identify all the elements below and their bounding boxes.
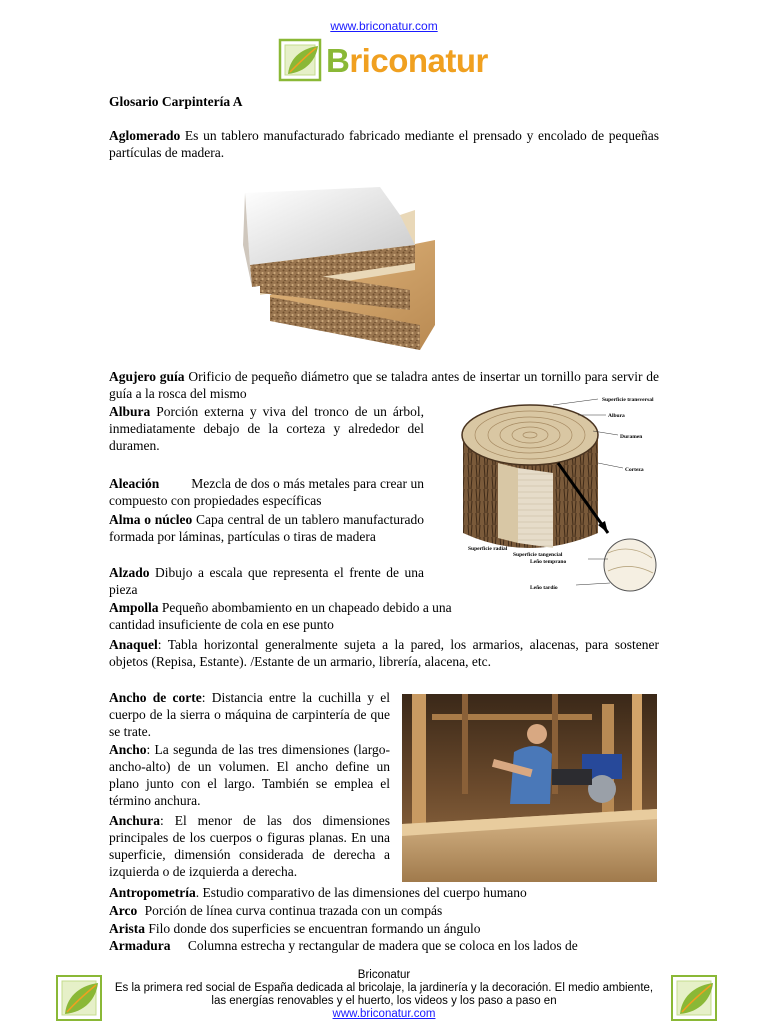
term: Arista (109, 921, 145, 936)
entry-armadura (109, 937, 659, 954)
entry-antropometria (109, 884, 659, 901)
entry-arista (109, 920, 659, 937)
definition: Porción de línea curva continua trazada con un compás (141, 903, 443, 918)
term: Anchura (109, 813, 161, 828)
definition: : Tabla horizontal generalmente sujeta a la pared, los armarios, alacenas, para sostener objetos (Repisa, Estante). /Estante de un armario, librería, alacena, etc. (109, 637, 659, 669)
entry-alma-nucleo (109, 511, 424, 545)
label-superficie-radial: Superficie radial (468, 546, 508, 552)
definition: : El menor de las dos dimensiones principales de los cuerpos o figuras planas. En una superficie, dimensión considerada de derecha a izquierda o de izquierda a derecha. (109, 813, 390, 879)
term: Antropometría (109, 885, 196, 900)
label-leno-temprano: Leño temprano (530, 559, 567, 565)
definition: Capa central de un tablero manufacturado formada por láminas, partículas o tiras de madera (109, 512, 424, 544)
entry-anchura (109, 812, 390, 880)
term: Armadura (109, 938, 171, 953)
term: Ancho (109, 742, 147, 757)
particle-board-image (240, 185, 436, 350)
header-url-link[interactable]: www.briconatur.com (330, 19, 438, 33)
entry-aglomerado (109, 127, 659, 161)
label-superficie-tangencial: Superficie tangencial (513, 552, 563, 558)
definition: Orificio de pequeño diámetro que se taladra antes de insertar un tornillo para servir de guía a la rosca del mismo (109, 369, 659, 401)
definition: Es un tablero manufacturado fabricado mediante el prensado y encolado de pequeñas partículas de madera. (109, 128, 659, 160)
footer-url-link[interactable]: www.briconatur.com (332, 1008, 436, 1020)
definition: Filo donde dos superficies se encuentran formando un ángulo (145, 921, 481, 936)
definition: Mezcla de dos o más metales para crear un compuesto con propiedades específicas (109, 476, 424, 508)
term: Anaquel (109, 637, 158, 652)
term: Agujero guía (109, 369, 185, 384)
header-url (0, 19, 768, 33)
label-duramen: Duramen (620, 434, 643, 440)
term: Alma o núcleo (109, 512, 193, 527)
briconatur-logo[interactable] (278, 38, 492, 84)
entry-ancho (109, 741, 390, 809)
definition: Pequeño abombamiento en un chapeado debido a una cantidad insuficiente de cola en ese punto (109, 600, 452, 632)
entry-ancho-de-corte (109, 689, 390, 740)
term: Ancho de corte (109, 690, 202, 705)
footer-name: Briconatur (357, 969, 411, 981)
definition: : La segunda de las tres dimensiones (largo-ancho-alto) de un volumen. El ancho define un plano junto con el largo. También se emplea el término anchura. (109, 742, 390, 808)
definition: Columna estrecha y rectangular de madera que se coloca en los lados de (184, 938, 578, 953)
term: Ampolla (109, 600, 159, 615)
term: Albura (109, 404, 151, 419)
label-albura: Albura (608, 413, 625, 419)
logo-text: Briconatur (326, 42, 488, 79)
definition: : Distancia entre la cuchilla y el cuerpo de la sierra o máquina de carpintería de que se trate. (109, 690, 390, 739)
footer-line-1: Es la primera red social de España dedicada al bricolaje, la jardinería y la decoración. El medio ambiente, (114, 982, 654, 994)
label-superficie-transversal: Superficie transversal (602, 397, 654, 403)
leaf-logo-icon (278, 38, 324, 84)
term: Aglomerado (109, 128, 181, 143)
entry-alzado (109, 564, 424, 598)
entry-aleacion (109, 475, 424, 509)
definition: Porción externa y viva del tronco de un árbol, inmediatamente debajo de la corteza y alrededor del duramen. (109, 404, 424, 453)
document-title: Glosario Carpintería A (109, 94, 243, 109)
term: Alzado (109, 565, 150, 580)
label-corteza: Corteza (625, 467, 644, 473)
term: Arco (109, 903, 138, 918)
term: Aleación (109, 476, 160, 491)
carpenter-photo (402, 694, 657, 882)
trunk-diagram (458, 393, 658, 603)
entry-anaquel (109, 636, 659, 670)
footer-line-2: las energías renovables y el huerto, los videos y los paso a paso en (211, 995, 557, 1007)
entry-arco (109, 902, 659, 919)
entry-albura (109, 403, 424, 454)
label-leno-tardio: Leño tardío (530, 585, 558, 591)
entry-ampolla (109, 599, 454, 633)
footer (0, 969, 768, 1021)
definition: . Estudio comparativo de las dimensiones del cuerpo humano (195, 885, 527, 900)
definition: Dibujo a escala que representa el frente de una pieza (109, 565, 424, 597)
